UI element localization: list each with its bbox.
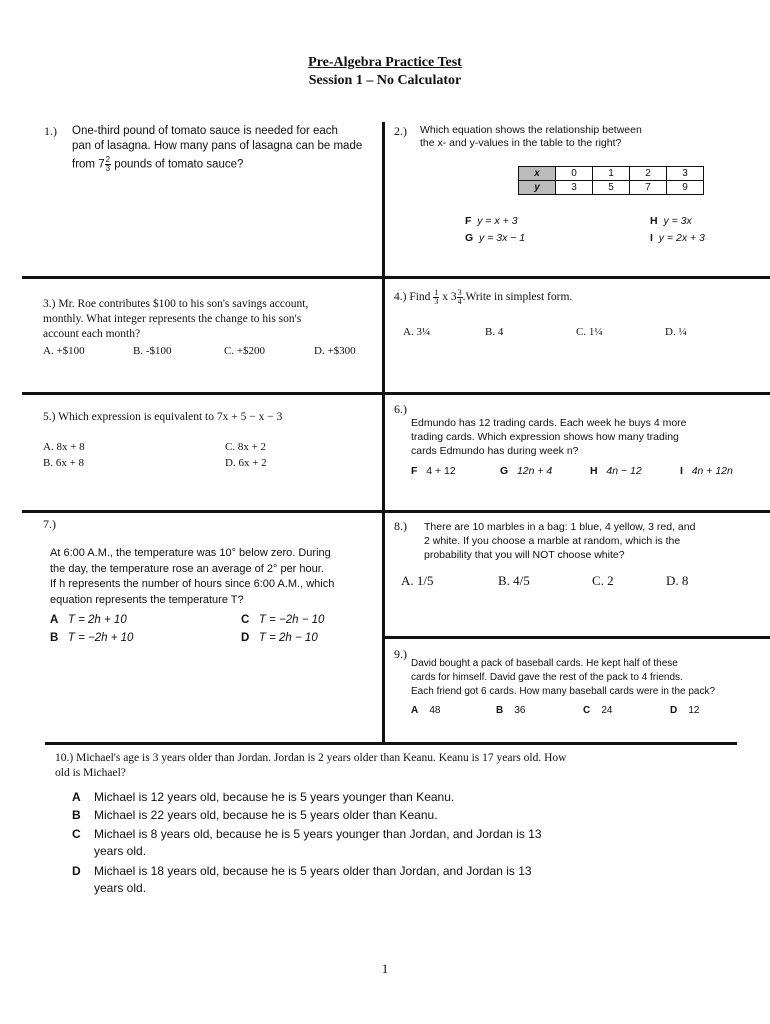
question-4-option-a[interactable]: A. 3¼ — [403, 326, 431, 338]
question-7-line-1: At 6:00 A.M., the temperature was 10° below zero. During — [50, 547, 331, 559]
question-7-option-b[interactable]: B T = −2h + 10 — [50, 632, 134, 644]
table-cell: 2 — [630, 167, 667, 181]
fraction-one-third: $\frac{1}{3}$ — [434, 288, 439, 306]
question-9-option-a[interactable]: A 48 — [411, 705, 441, 716]
question-10-line-2: old is Michael? — [55, 767, 126, 779]
question-8-option-a[interactable]: A. 1/5 — [401, 573, 434, 588]
question-2-option-g[interactable]: G y = 3x − 1 — [465, 232, 526, 244]
question-10-option-b[interactable]: B Michael is 22 years old, because he is 5 years older than Keanu. — [72, 808, 438, 822]
table-cell: 1 — [593, 167, 630, 181]
question-3-option-b[interactable]: B. -$100 — [133, 345, 172, 357]
column-divider — [382, 122, 385, 742]
question-3-option-d[interactable]: D. +$300 — [314, 345, 356, 357]
question-1-number: 1.) — [44, 124, 57, 138]
row-divider-4 — [45, 742, 737, 745]
question-3-line-1: 3.) Mr. Roe contributes $100 to his son's savings account, — [43, 298, 309, 310]
page-subtitle: Session 1 – No Calculator — [308, 73, 462, 88]
question-4-option-b[interactable]: B. 4 — [485, 326, 504, 338]
row-divider-right — [384, 636, 770, 639]
row-divider-3 — [22, 510, 770, 513]
fraction-three-fourths: $\frac{3}{4}$ — [457, 288, 462, 306]
question-4-number: 4.) — [394, 291, 407, 304]
question-6-option-f[interactable]: F 4 + 12 — [411, 465, 456, 477]
page-number: 1 — [381, 961, 389, 976]
question-1-line-3: from 7 $\frac{2}{3}$ pounds of tomato sauce? — [72, 155, 244, 173]
question-6-option-h[interactable]: H 4n − 12 — [590, 465, 642, 477]
page-title: Pre-Algebra Practice Test — [308, 55, 462, 70]
question-6-line-1: Edmundo has 12 trading cards. Each week he buys 4 more — [411, 417, 687, 429]
question-9-line-3: Each friend got 6 cards. How many baseball cards were in the pack? — [411, 686, 716, 697]
question-10-option-c[interactable]: C Michael is 8 years old, because he is 5 years younger than Jordan, and Jordan is 13 years old. — [72, 827, 542, 858]
question-7-line-3: If h represents the number of hours since 6:00 A.M., which — [50, 578, 335, 590]
question-7-number: 7.) — [43, 517, 56, 531]
question-7-line-2: the day, the temperature rose an average of 2° per hour. — [50, 562, 324, 575]
question-2-number: 2.) — [394, 124, 407, 138]
question-5-option-a[interactable]: A. 8x + 8 — [43, 441, 85, 453]
question-2-option-f[interactable]: F y = x + 3 — [465, 215, 518, 227]
table-cell: 5 — [593, 181, 630, 195]
question-7-option-c[interactable]: C T = −2h − 10 — [241, 614, 325, 626]
question-10 — [55, 751, 655, 781]
question-3-line-2: monthly. What integer represents the change to his son's — [43, 313, 302, 325]
question-6-number: 6.) — [394, 402, 407, 416]
question-5-line-1: Which expression is equivalent to 7x + 5 − x − 3 — [58, 411, 283, 423]
question-2-option-i[interactable]: I y = 2x + 3 — [650, 232, 705, 244]
question-10-option-a[interactable]: A Michael is 12 years old, because he is 5 years younger than Keanu. — [72, 790, 455, 804]
question-10-option-d[interactable]: D Michael is 18 years old, because he is 5 years older than Jordan, and Jordan is 13 years old. — [72, 864, 532, 895]
question-6-line-3: cards Edmundo has during week n? — [411, 445, 579, 457]
question-4: 4.) Find $\frac{1}{3}$ x 3 $\frac{3}{4}$ .Write in simplest form. — [394, 288, 573, 306]
question-3-option-c[interactable]: C. +$200 — [224, 345, 266, 357]
mixed-number-fraction: $\frac{2}{3}$ — [105, 155, 111, 173]
table-y-header: y — [519, 181, 556, 195]
question-9-line-1: David bought a pack of baseball cards. He kept half of these — [411, 658, 678, 669]
row-divider-1 — [22, 276, 770, 279]
question-8-line-2: 2 white. If you choose a marble at random, which is the — [424, 535, 681, 547]
question-2-option-h[interactable]: H y = 3x — [650, 215, 692, 227]
question-8-option-c[interactable]: C. 2 — [592, 573, 614, 588]
question-6-line-2: trading cards. Which expression shows how many trading — [411, 431, 679, 443]
question-9-option-d[interactable]: D 12 — [670, 705, 700, 716]
question-3-line-3: account each month? — [43, 328, 141, 340]
question-1-line-1: One-third pound of tomato sauce is needed for each — [72, 125, 338, 137]
question-8-line-3: probability that you will NOT choose white? — [424, 549, 625, 561]
question-6-option-g[interactable]: G 12n + 4 — [500, 465, 553, 477]
question-9-option-c[interactable]: C 24 — [583, 705, 613, 716]
table-cell: 7 — [630, 181, 667, 195]
question-8-option-d[interactable]: D. 8 — [666, 573, 689, 588]
question-4-option-d[interactable]: D. ¼ — [665, 326, 687, 338]
question-5-number: 5.) — [43, 411, 56, 423]
question-5 — [43, 410, 373, 425]
question-6-option-i[interactable]: I 4n + 12n — [680, 465, 733, 477]
xy-table — [518, 166, 704, 195]
question-7-line-4: equation represents the temperature T? — [50, 593, 244, 606]
question-8 — [424, 520, 764, 562]
question-7 — [50, 546, 380, 608]
question-2-line-1: Which equation shows the relationship between — [420, 124, 642, 136]
table-x-header: x — [519, 167, 556, 181]
question-3 — [43, 297, 378, 342]
question-8-option-b[interactable]: B. 4/5 — [498, 573, 530, 588]
question-10-line-1: 10.) Michael's age is 3 years older than Jordan. Jordan is 2 years older than Keanu. Keanu is 17 years old. How — [55, 752, 567, 764]
row-divider-2 — [22, 392, 770, 395]
question-9-number: 9.) — [394, 647, 407, 661]
question-9-option-b[interactable]: B 36 — [496, 705, 526, 716]
question-6 — [411, 416, 756, 458]
question-7-option-d[interactable]: D T = 2h − 10 — [241, 632, 318, 644]
question-5-option-b[interactable]: B. 6x + 8 — [43, 457, 85, 469]
question-9-line-2: cards for himself. David gave the rest of the pack to 4 friends. — [411, 672, 683, 683]
question-8-line-1: There are 10 marbles in a bag: 1 blue, 4 yellow, 3 red, and — [424, 521, 696, 533]
question-1-line-2: pan of lasagna. How many pans of lasagna can be made — [72, 140, 363, 152]
table-cell: 9 — [667, 181, 704, 195]
question-2-line-2: the x- and y-values in the table to the right? — [420, 137, 622, 149]
question-8-number: 8.) — [394, 519, 407, 533]
table-cell: 3 — [556, 181, 593, 195]
question-3-option-a[interactable]: A. +$100 — [43, 345, 85, 357]
question-9 — [411, 657, 761, 699]
question-5-option-d[interactable]: D. 6x + 2 — [225, 457, 267, 469]
table-cell: 3 — [667, 167, 704, 181]
question-7-option-a[interactable]: A T = 2h + 10 — [50, 614, 127, 626]
question-5-option-c[interactable]: C. 8x + 2 — [225, 441, 267, 453]
table-cell: 0 — [556, 167, 593, 181]
question-4-option-c[interactable]: C. 1¼ — [576, 326, 603, 338]
